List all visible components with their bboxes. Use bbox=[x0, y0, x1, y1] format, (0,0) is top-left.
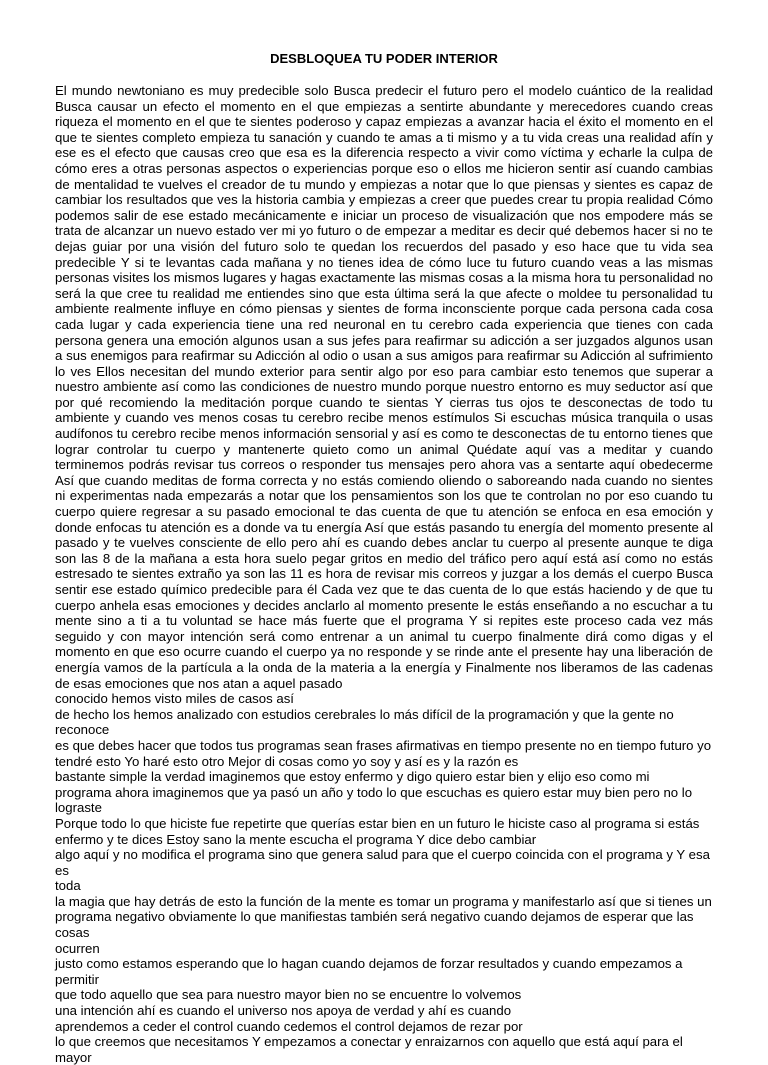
document-title: DESBLOQUEA TU PODER INTERIOR bbox=[270, 51, 498, 66]
text-line: ocurren bbox=[55, 940, 100, 956]
text-line: programa negativo obviamente lo que manifiestas también será negativo cuando dejamos de esperar que las cosas bbox=[55, 909, 694, 941]
text-line: que todo aquello que sea para nuestro mayor bien no se encuentre lo volvemos bbox=[55, 987, 522, 1003]
text-line: algo aquí y no modifica el programa sino que genera salud para que el cuerpo coincida con el programa y Y esa es bbox=[55, 847, 710, 878]
text-line: programa ahora imaginemos que ya pasó un año y todo lo que escuchas es quiero estar muy bien pero no lo bbox=[55, 784, 693, 800]
text-line: justo como estamos esperando que lo hagan cuando dejamos de forzar resultados y cuando empezamos a permitir bbox=[55, 956, 683, 987]
document-page bbox=[55, 50, 713, 1065]
text-line: tendré esto Yo haré esto otro Mejor di cosas como yo soy y así es y la razón es bbox=[55, 753, 519, 769]
text-line: Porque todo lo que hiciste fue repetirte que querías estar bien en un futuro le hiciste caso al programa si estás bbox=[55, 815, 700, 831]
text-line: una intención ahí es cuando el universo nos apoya de verdad y ahí es cuando bbox=[55, 1003, 512, 1019]
text-line: lo que creemos que necesitamos Y empezamos a conectar y enraizarnos con aquello que está aquí para el mayor bbox=[55, 1034, 683, 1065]
text-line: aprendemos a ceder el control cuando cedemos el control dejamos de rezar por bbox=[55, 1018, 523, 1034]
text-line: lograste bbox=[55, 800, 102, 816]
text-line: bastante simple la verdad imaginemos que estoy enfermo y digo quiero estar bien y elijo eso como mi bbox=[55, 769, 650, 785]
document-body bbox=[55, 83, 713, 1065]
text-line: enfermo y te dices Estoy sano la mente escucha el programa Y dice debo cambiar bbox=[55, 831, 537, 847]
text-line: de hecho los hemos analizado con estudios cerebrales lo más difícil de la programación y que la gente no reconoce bbox=[55, 706, 674, 738]
text-line: la magia que hay detrás de esto la función de la mente es tomar un programa y manifestarlo así que si tienes un bbox=[55, 893, 712, 909]
main-paragraph: El mundo newtoniano es muy predecible solo Busca predecir el futuro pero el modelo cuántico de la realidad Busca causar un efecto el momento en el que empiezas a sentirte abundante y merecedores cuando creas riqueza el momento en el que te sientes poderoso y capaz empiezas a avanzar hacia el éxito el momento en el que te sientes completo empieza tu sanación y cuando te amas a ti mismo y a tu vida creas una realidad afín y ese es el efecto que causas creo que esa es la diferencia respecto a vivir como víctima y echarle la culpa de cómo eres a otras personas aspectos o experiencias porque eso o ellos me hicieron sentir así cuando cambias de mentalidad te vuelves el creador de tu mundo y empiezas a notar que lo que piensas y sientes es capaz de cambiar los resultados que ves la historia cambia y empiezas a creer que puedes crear tu propia realidad Cómo podemos salir de ese estado mecánicamente e iniciar un proceso de visualización que nos empodere más se trata de alcanzar un nuevo estado ver mi yo futuro o de empezar a meditar es decir qué debemos hacer si no te dejas guiar por una visión del futuro solo te quedan los recuerdos del pasado y eso hace que tu vida sea predecible Y si te levantas cada mañana y no tienes idea de cómo luce tu futuro cuando veas a las mismas personas visites los mismos lugares y hagas exactamente las mismas cosas a la misma hora tu personalidad no será la que cree tu realidad me entiendes sino que esta última será la que afecte o moldee tu personalidad tu ambiente realmente influye en cómo piensas y sientes de forma inconsciente porque cada persona cada cosa cada lugar y cada experiencia tiene una red neuronal en tu cerebro cada experiencia que tienes con cada persona genera una emoción algunos usan a sus jefes para reafirmar su adicción a ser juzgados algunos usan a sus enemigos para reafirmar su Adicción al odio o usan a sus amigos para reafirmar su Adicción al sufrimiento lo ves Ellos necesitan del mundo exterior para sentir algo por eso para cambiar esto tenemos que superar a nuestro ambiente así como las condiciones de nuestro mundo porque nuestro entorno es muy seductor así que por qué recomiendo la meditación porque cuando te sientas Y cierras tus ojos te desconectas de todo tu ambiente y cuando ves menos cosas tu cerebro recibe menos estímulos Si escuchas música tranquila o usas audífonos tu cerebro recibe menos información sensorial y así es como te desconectas de tu entorno tienes que lograr controlar tu cuerpo y mantenerte quieto como un animal Quédate aquí vas a meditar y cuando terminemos podrás revisar tus correos o responder tus mensajes pero ahora vas a sentarte aquí obedecerme Así que cuando meditas de forma correcta y no estás comiendo oliendo o saboreando nada cuando no sientes ni experimentas nada empezarás a notar que los pensamientos son los que te controlan no por eso cuando tu cuerpo quiere regresar a su pasado emocional te das cuenta de que tu atención se enfoca en esa emoción y donde enfocas tu atención es a donde va tu energía Así que estás pasando tu energía del momento presente al pasado y te vuelves consciente de ello pero ahí es cuando debes anclar tu cuerpo al presente aunque te diga son las 8 de la mañana a esta hora suelo pegar gritos en medio del tráfico pero aquí está así como no estás estresado te sientes extraño ya son las 11 es hora de revisar mis correos y juzgar a los demás el cuerpo Busca sentir ese estado químico predecible para él Cada vez que te das cuenta de lo que estás haciendo y de que tu cuerpo anhela esas emociones y decides anclarlo al momento presente le estás enseñando a no escuchar a tu mente sino a ti a tu voluntad se hace más fuerte que el programa Y si repites este proceso cada vez más seguido y con mayor intención será como entrenar a un animal tu cuerpo finalmente dirá como digas y el momento en que eso ocurre cuando el cuerpo ya no responde y se rinde ante el presente hay una liberación de energía vamos de la partícula a la onda de la materia a la energía y Finalmente nos liberamos de las cadenas de esas emociones que nos atan a aquel pasado bbox=[55, 83, 713, 691]
text-line: es que debes hacer que todos tus programas sean frases afirmativas en tiempo presente no en tiempo futuro yo bbox=[55, 737, 712, 753]
text-line: conocido hemos visto miles de casos así bbox=[55, 691, 294, 707]
text-line: toda bbox=[55, 878, 81, 894]
